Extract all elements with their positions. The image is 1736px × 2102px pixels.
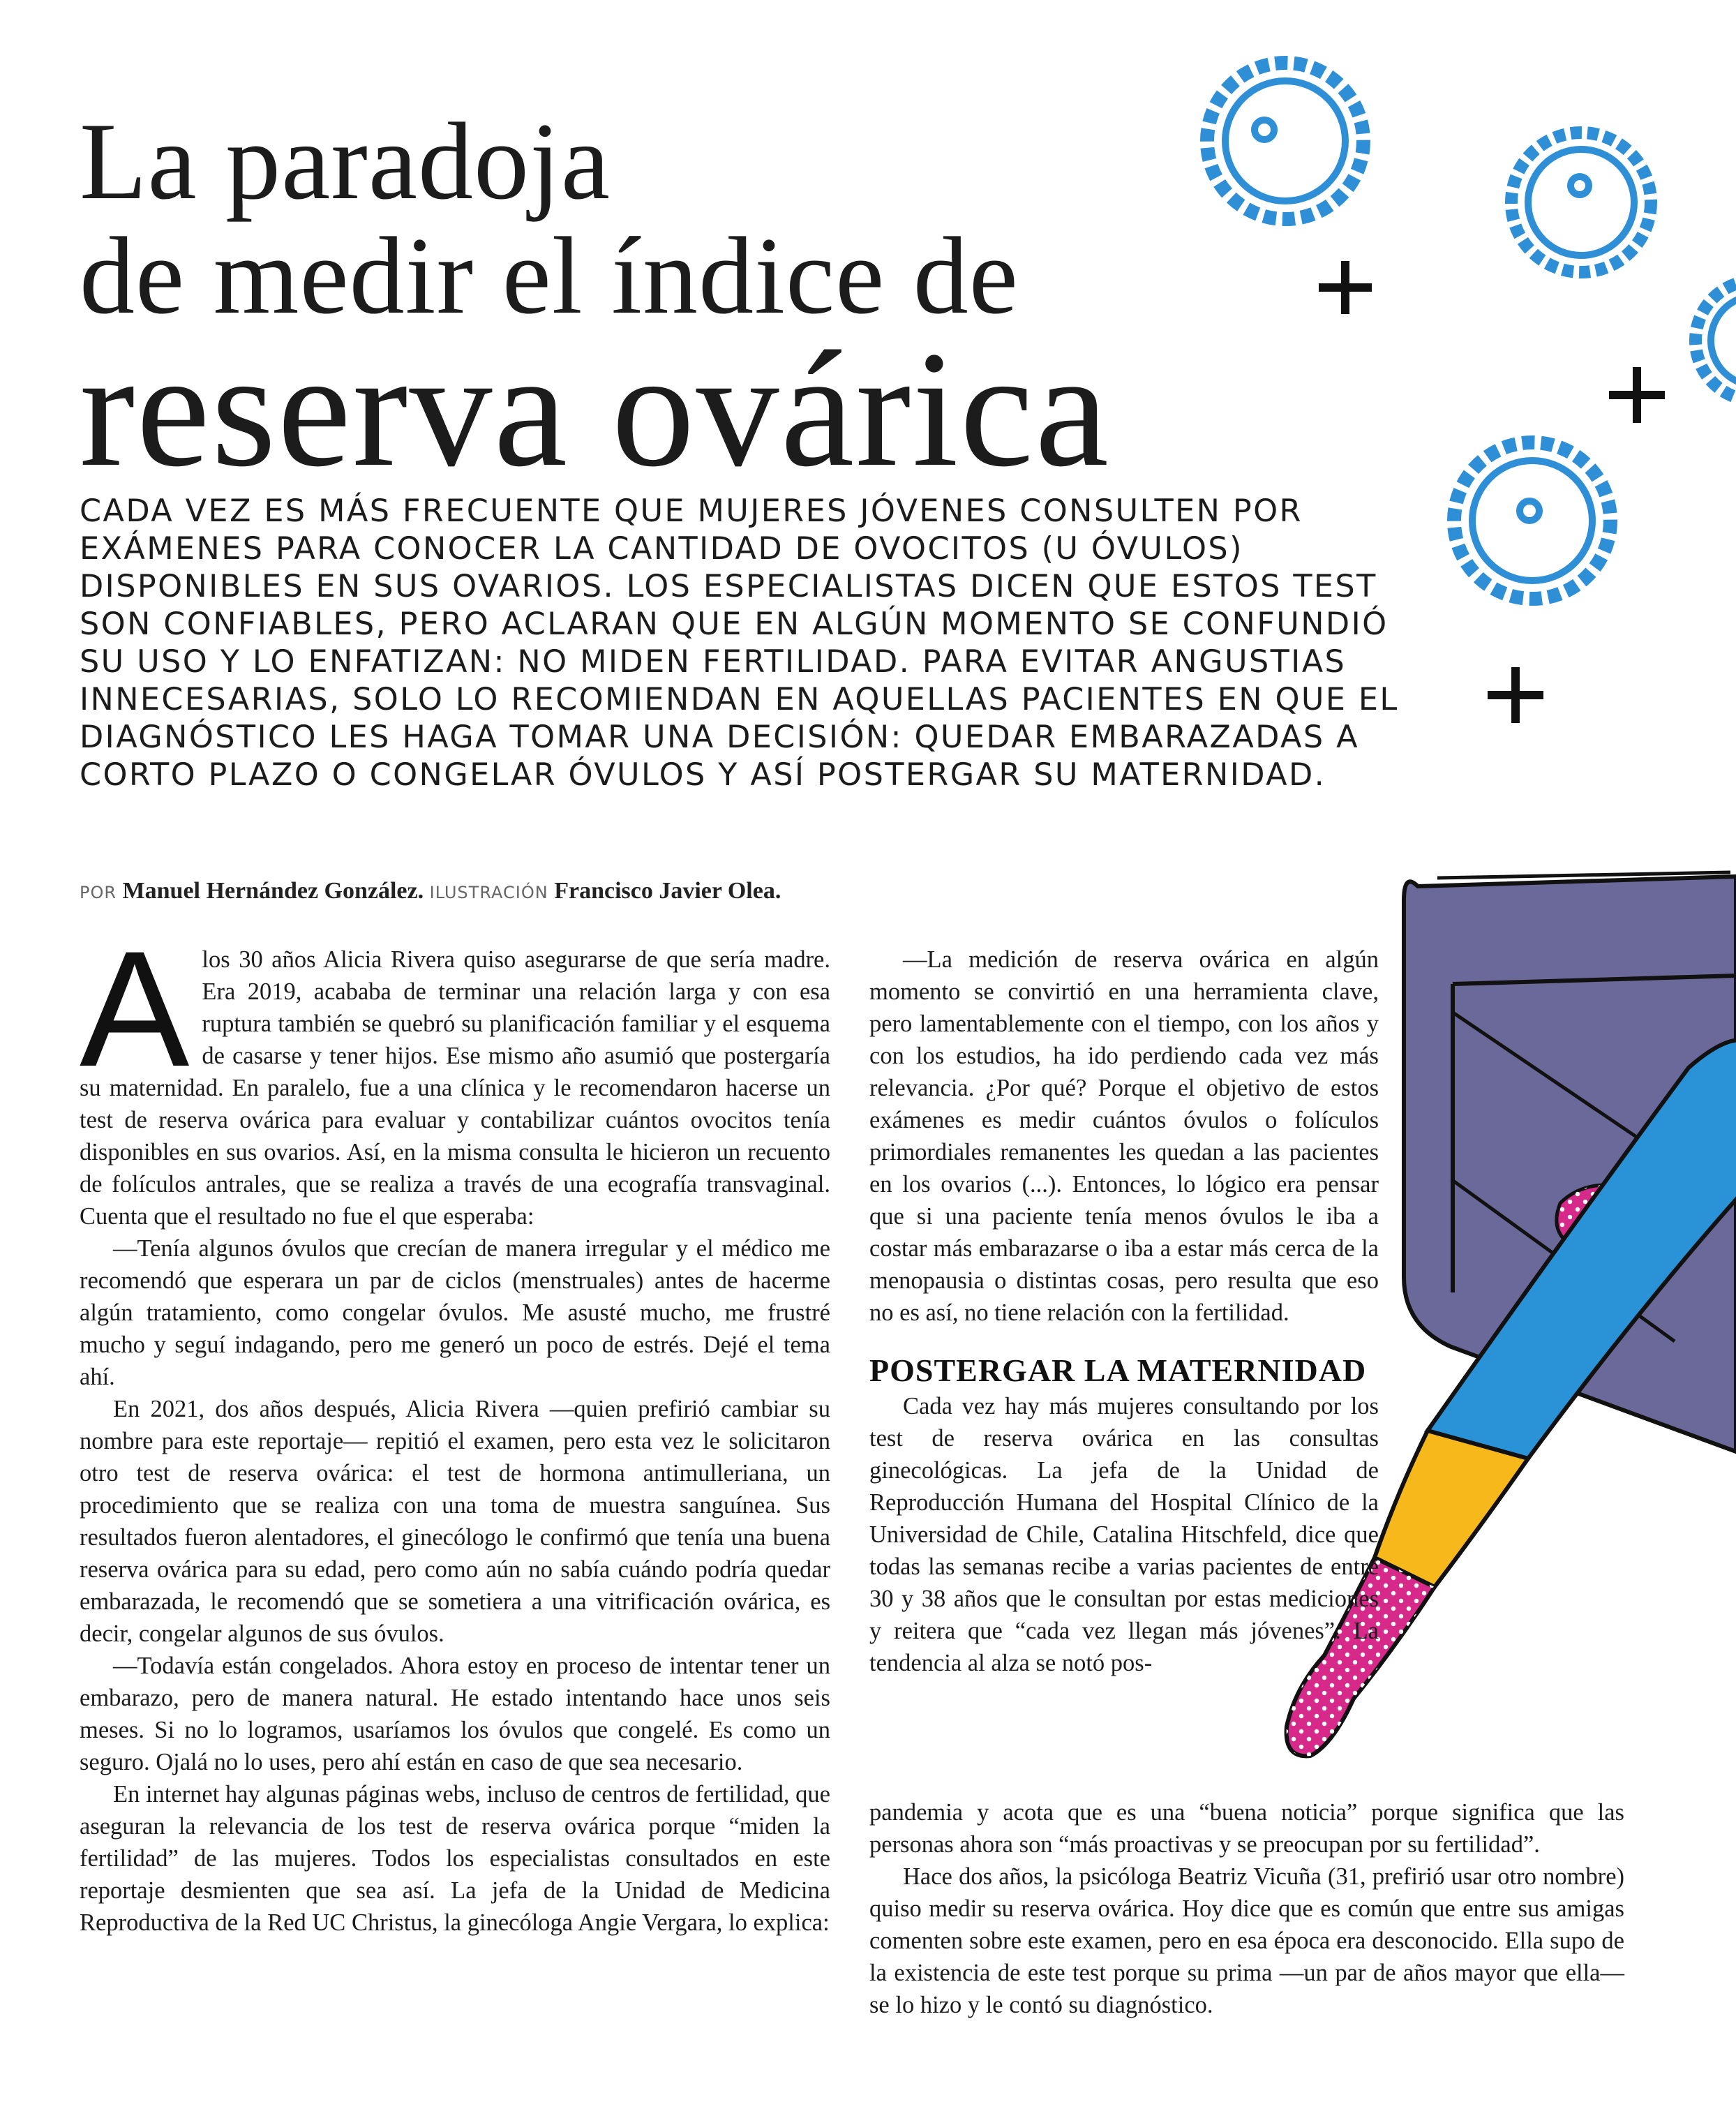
body-paragraph: —La medición de reserva ovárica en algún momento se convirtió en una herramienta clave, pero lamentablemente con el tiempo, con los años y con los estudios, ha ido perdiendo cada vez más relevancia. ¿Por qué? Porque el objetivo de estos exámenes es medir cuántos óvulos o folículos primordiales remanentes les quedan a las pacientes en los ovarios (...). Entonces, lo lógico era pensar que si una paciente tenía menos óvulos le iba a costar más embarazarse o iba a estar más cerca de la menopausia o distintas cosas, pero resulta que eso no es así, no tiene relación con la fertilidad. (869, 946, 1379, 1326)
byline-illustration-label: ILUSTRACIÓN (429, 883, 548, 902)
ovum-icon (1696, 281, 1736, 401)
body-column-left (80, 917, 830, 1939)
drop-cap: A (80, 917, 190, 1101)
byline (80, 878, 781, 904)
ovum-icon (1207, 63, 1363, 219)
title-line-1: La paradoja (80, 100, 611, 223)
body-paragraph: En 2021, dos años después, Alicia Rivera —quien prefirió cambiar su nombre para este reportaje— repitió el examen, pero esta vez le solicitaron otro test de reserva ovárica: el test de hormona antimulleriana, un procedimiento que se realiza con una toma de muestra sanguínea. Sus resultados fueron alentadores, el ginecólogo le confirmó que tenía una buena reserva ovárica para su edad, pero como aún no sabía cuándo podría quedar embarazada, le recomendó que se sometiera a una vitrificación ovárica, es decir, congelar algunos de sus óvulos. (80, 1396, 830, 1647)
body-paragraph: pandemia y acota que es una “buena noticia” porque significa que las personas ahora son “más proactivas y se preocupan por su fertilidad”. (869, 1799, 1624, 1858)
byline-illustrator: Francisco Javier Olea. (554, 878, 781, 904)
lead-paragraph: CADA VEZ ES MÁS FRECUENTE QUE MUJERES JÓVENES CONSULTEN POR EXÁMENES PARA CONOCER LA CANTIDAD DE OVOCITOS (U ÓVULOS) DISPONIBLES EN SUS OVARIOS. LOS ESPECIALISTAS DICEN QUE ESTOS TEST SON CONFIABLES, PERO ACLARAN QUE EN ALGÚN MOMENTO SE CONFUNDIÓ SU USO Y LO ENFATIZAN: NO MIDEN FERTILIDAD. PARA EVITAR ANGUSTIAS INNECESARIAS, SOLO LO RECOMIENDAN EN AQUELLAS PACIENTES EN QUE EL DIAGNÓSTICO LES HAGA TOMAR UNA DECISIÓN: QUEDAR EMBARAZADAS A CORTO PLAZO O CONGELAR ÓVULOS Y ASÍ POSTERGAR SU MATERNIDAD. (80, 493, 1399, 793)
byline-author: Manuel Hernández González. (122, 878, 424, 904)
section-subheading: POSTERGAR LA MATERNIDAD (869, 1352, 1367, 1388)
body-paragraph: Cada vez hay más mujeres consultando por los test de reserva ovárica en las consultas ginecológicas. La jefa de la Unidad de Reproducción Humana del Hospital Clínico de la Universidad de Chile, Catalina Hitschfeld, dice que todas las semanas recibe a varias pacientes de entre 30 y 38 años que le consultan por estas mediciones y reitera que “cada vez llegan más jóvenes”. La tendencia al alza se notó pos- (869, 1393, 1379, 1676)
title-line-2: de medir el índice de (80, 215, 1019, 337)
plus-icon (1319, 261, 1372, 314)
ovum-icon (1454, 442, 1610, 599)
article-title (80, 100, 1110, 501)
ovum-icon (1511, 133, 1651, 272)
body-column-right (869, 944, 1379, 1679)
body-column-right-lower (869, 1796, 1624, 2021)
plus-icon (1609, 367, 1665, 423)
body-paragraph: En internet hay algunas páginas webs, incluso de centros de fertilidad, que aseguran la relevancia de los test de reserva ovárica porque “miden la fertilidad” de las mujeres. Todos los especialistas consultados en este reportaje desmienten que sea así. La jefa de la Unidad de Medicina Reproductiva de la Red UC Christus, la ginecóloga Angie Vergara, lo explica: (80, 1781, 830, 1936)
plus-icon (1488, 667, 1543, 723)
body-paragraph: —Todavía están congelados. Ahora estoy en proceso de intentar tener un embarazo, pero de manera natural. He estado intentando hace unos seis meses. Si no lo logramos, usaríamos los óvulos que congelé. Es como un seguro. Ojalá no lo uses, pero ahí están en caso de que sea necesario. (80, 1653, 830, 1775)
body-paragraph (80, 917, 830, 1232)
paragraph-text: los 30 años Alicia Rivera quiso asegurarse de que sería madre. Era 2019, acababa de terminar una relación larga y con esa ruptura también se quebró su planificación familiar y el esquema de casarse y tener hijos. Ese mismo año asumió que postergaría su maternidad. En paralelo, fue a una clínica y le recomendaron hacerse un test de reserva ovárica para evaluar y contabilizar cuántos ovocitos tenía disponibles en sus ovarios. Así, en la misma consulta le hicieron un recuento de folículos antrales, que se realiza a través de una ecografía transvaginal. Cuenta que el resultado no fue el que esperaba: (80, 946, 830, 1230)
byline-por-label: POR (80, 883, 117, 902)
title-line-3: reserva ovárica (80, 318, 1110, 501)
body-paragraph: —Tenía algunos óvulos que crecían de manera irregular y el médico me recomendó que esperara un par de ciclos (menstruales) antes de hacerme algún tratamiento, como congelar óvulos. Me asusté mucho, me frustré mucho y seguí indagando, pero me generó un poco de estrés. Dejé el tema ahí. (80, 1235, 830, 1390)
body-paragraph: Hace dos años, la psicóloga Beatriz Vicuña (31, prefirió usar otro nombre) quiso medir su reserva ovárica. Hoy dice que es común que entre sus amigas comenten sobre este examen, pero en esa época era desconocido. Ella supo de la existencia de este test porque su prima —un par de años mayor que ella— se lo hizo y le contó su diagnóstico. (869, 1863, 1624, 2018)
